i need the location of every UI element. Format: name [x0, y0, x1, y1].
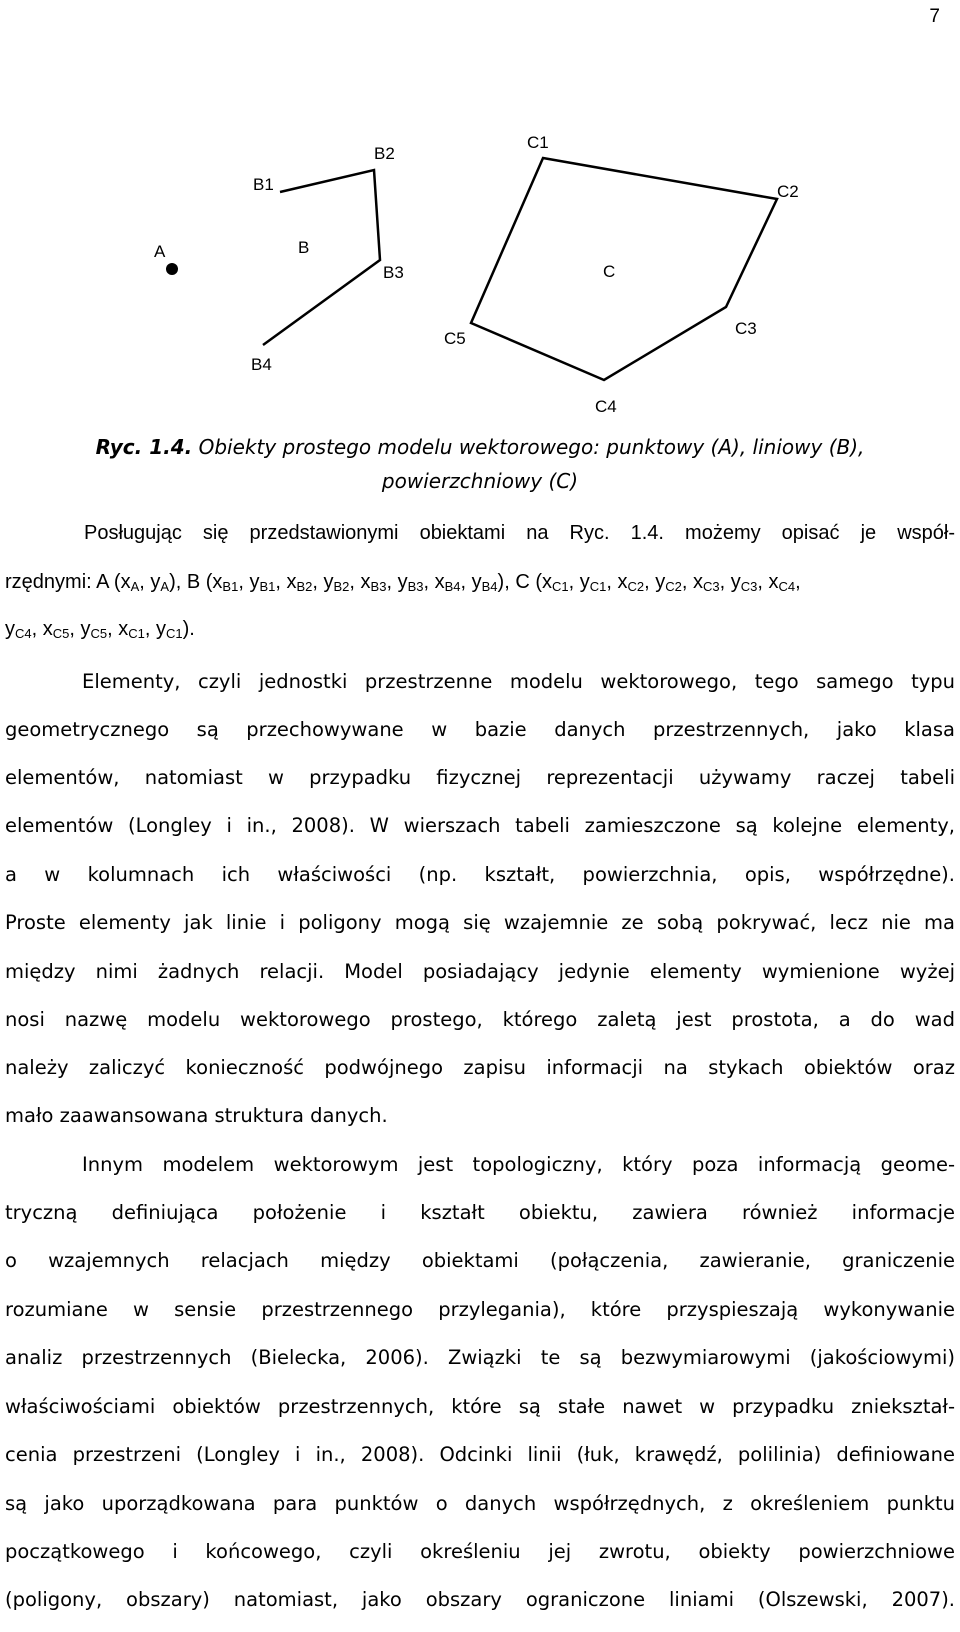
figure-caption: [0, 430, 960, 498]
paragraph1-line-1: Posługując się przedstawionymi obiektami na Ryc. 1.4. możemy opisać je współ-: [84, 522, 955, 544]
paragraph3-line-7: cenia przestrzeni (Longley i in., 2008). Odcinki linii (łuk, krawędź, polilinia) definiowane: [5, 1443, 955, 1466]
label-b: B: [298, 238, 310, 257]
caption-line-2: powierzchniowy (C): [381, 469, 579, 493]
label-b3: B3: [383, 263, 404, 282]
paragraph2-line-2: geometrycznego są przechowywane w bazie danych przestrzennych, jako klasa: [5, 718, 955, 741]
paragraph2-line-9: należy zaliczyć konieczność podwójnego zapisu informacji na stykach obiektów oraz: [5, 1056, 955, 1079]
label-a: A: [154, 242, 166, 261]
paragraph1-line-2: rzędnymi: A ($x_A$, $y_A$), B ($x_{B1}$, $y_{B1}$, $x_{B2}$, $y_{B2}$, $x_{B3}$, $y_{B3}$, $x_{B4}$, $y_{B4}$), C ($x_{C1}$, $y_{C1}$, $x_{C2}$, $y_{C2}$, $x_{C3}$, $y_{C3}$, $x_{C4}$,: [5, 571, 801, 594]
point-a: [166, 263, 178, 275]
figure-diagram: [0, 0, 960, 430]
label-b4: B4: [251, 355, 272, 374]
paragraph3-line-3: o wzajemnych relacjach między obiektami (połączenia, zawieranie, graniczenie: [5, 1249, 955, 1272]
paragraph2-line-1: Elementy, czyli jednostki przestrzenne modelu wektorowego, tego samego typu: [82, 670, 955, 693]
label-b1: B1: [253, 175, 274, 194]
paragraph3-line-9: początkowego i końcowego, czyli określeniu jej zwrotu, obiekty powierzchniowe: [5, 1540, 955, 1563]
paragraph2-line-7: między nimi żadnych relacji. Model posiadający jedynie elementy wymienione wyżej: [5, 960, 955, 983]
paragraph3-line-10: (poligony, obszary) natomiast, jako obszary ograniczone liniami (Olszewski, 2007).: [5, 1588, 955, 1611]
label-b2: B2: [374, 144, 395, 163]
polygon-c: [471, 158, 777, 380]
paragraph3-line-4: rozumiane w sensie przestrzennego przylegania), które przyspieszają wykonywanie: [5, 1298, 955, 1321]
label-c2: C2: [777, 182, 799, 201]
page-number: 7: [929, 6, 940, 27]
paragraph2-line-3: elementów, natomiast w przypadku fizycznej reprezentacji używamy raczej tabeli: [5, 766, 955, 789]
figure-vector-objects: [0, 0, 960, 430]
label-c5: C5: [444, 329, 466, 348]
paragraph1-line-3: $y_{C4}$, $x_{C5}$, $y_{C5}$, $x_{C1}$, $y_{C1}$).: [5, 618, 195, 641]
caption-prefix: Ryc. 1.4.: [95, 435, 193, 459]
paragraph2-line-4: elementów (Longley i in., 2008). W wierszach tabeli zamieszczone są kolejne elementy,: [5, 814, 955, 837]
caption-text-1: Obiekty prostego modelu wektorowego: punktowy (A), liniowy (B),: [192, 435, 865, 459]
paragraph3-line-1: Innym modelem wektorowym jest topologiczny, który poza informacją geome-: [82, 1153, 955, 1176]
paragraph2-line-8: nosi nazwę modelu wektorowego prostego, którego zaletą jest prostota, a do wad: [5, 1008, 955, 1031]
label-c3: C3: [735, 319, 757, 338]
polyline-b: [263, 170, 380, 345]
paragraph2-line-6: Proste elementy jak linie i poligony mogą się wzajemnie ze sobą pokrywać, lecz nie ma: [5, 911, 955, 934]
paragraph2-line-5: a w kolumnach ich właściwości (np. kształt, powierzchnia, opis, współrzędne).: [5, 863, 955, 886]
label-c4: C4: [595, 397, 617, 416]
label-c1: C1: [527, 133, 549, 152]
paragraph3-line-2: tryczną definiująca położenie i kształt obiektu, zawiera również informacje: [5, 1201, 955, 1224]
paragraph3-line-5: analiz przestrzennych (Bielecka, 2006). Związki te są bezwymiarowymi (jakościowymi): [5, 1346, 955, 1369]
label-c: C: [603, 262, 616, 281]
paragraph2-line-10: mało zaawansowana struktura danych.: [5, 1104, 388, 1127]
paragraph3-line-6: właściwościami obiektów przestrzennych, które są stałe nawet w przypadku zniekształ-: [5, 1395, 955, 1418]
caption-line-1: [0, 430, 960, 464]
paragraph3-line-8: są jako uporządkowana para punktów o danych współrzędnych, z określeniem punktu: [5, 1492, 955, 1515]
